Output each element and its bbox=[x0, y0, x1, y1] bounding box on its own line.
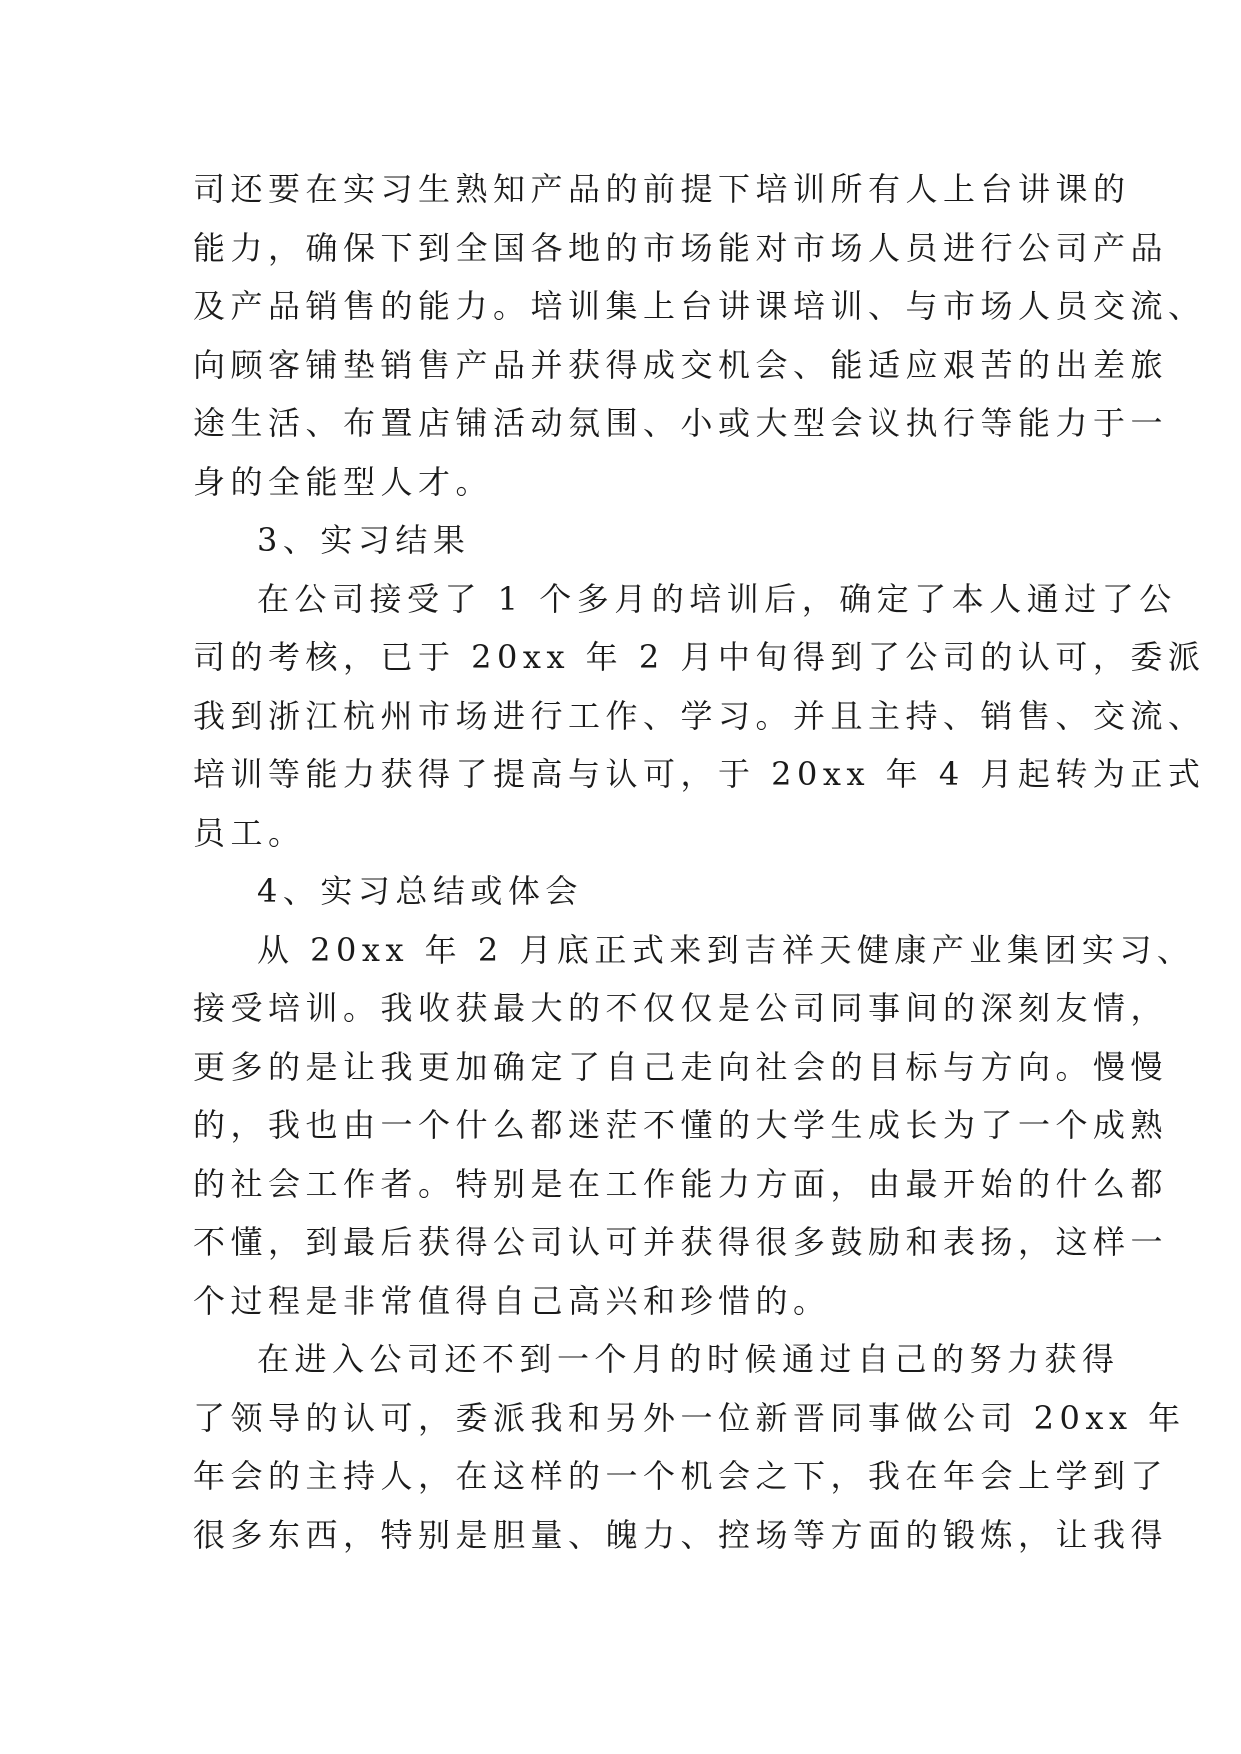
text-line: 司还要在实习生熟知产品的前提下培训所有人上台讲课的 bbox=[193, 170, 1131, 208]
text-line: 身的全能型人才。 bbox=[193, 462, 494, 501]
text-line: 在进入公司还不到一个月的时候通过自己的努力获得 bbox=[257, 1340, 1120, 1378]
text-line: 不懂，到最后获得公司认可并获得很多鼓励和表扬，这样一 bbox=[193, 1223, 1169, 1261]
text-line: 员工。 bbox=[193, 813, 306, 852]
section-heading: 4、实习总结或体会 bbox=[257, 872, 583, 910]
text-line: 能力，确保下到全国各地的市场能对市场人员进行公司产品 bbox=[193, 228, 1169, 267]
text-line: 向顾客铺垫销售产品并获得成交机会、能适应艰苦的出差旅 bbox=[193, 345, 1169, 384]
text-line: 司的考核，已于 20xx 年 2 月中旬得到了公司的认可，委派 bbox=[193, 638, 1206, 676]
text-line: 很多东西，特别是胆量、魄力、控场等方面的锻炼，让我得 bbox=[193, 1515, 1169, 1554]
text-line: 个过程是非常值得自己高兴和珍惜的。 bbox=[193, 1281, 831, 1320]
text-line: 接受培训。我收获最大的不仅仅是公司同事间的深刻友情， bbox=[193, 989, 1169, 1027]
text-line: 的，我也由一个什么都迷茫不懂的大学生成长为了一个成熟 bbox=[193, 1106, 1169, 1144]
text-line: 更多的是让我更加确定了自己走向社会的目标与方向。慢慢 bbox=[193, 1047, 1169, 1086]
body-text bbox=[193, 160, 1206, 1564]
text-line: 途生活、布置店铺活动氛围、小或大型会议执行等能力于一 bbox=[193, 404, 1169, 442]
text-line: 年会的主持人，在这样的一个机会之下，我在年会上学到了 bbox=[193, 1457, 1169, 1495]
text-line: 培训等能力获得了提高与认可，于 20xx 年 4 月起转为正式 bbox=[193, 755, 1206, 793]
text-line: 从 20xx 年 2 月底正式来到吉祥天健康产业集团实习、 bbox=[257, 930, 1195, 969]
text-line: 及产品销售的能力。培训集上台讲课培训、与市场人员交流、 bbox=[193, 287, 1206, 325]
text-line: 的社会工作者。特别是在工作能力方面，由最开始的什么都 bbox=[193, 1164, 1169, 1203]
text-line: 我到浙江杭州市场进行工作、学习。并且主持、销售、交流、 bbox=[193, 696, 1206, 735]
text-line: 了领导的认可，委派我和另外一位新晋同事做公司 20xx 年 bbox=[193, 1398, 1186, 1437]
section-heading: 3、实习结果 bbox=[257, 521, 471, 559]
text-line: 在公司接受了 1 个多月的培训后，确定了本人通过了公 bbox=[257, 579, 1177, 618]
